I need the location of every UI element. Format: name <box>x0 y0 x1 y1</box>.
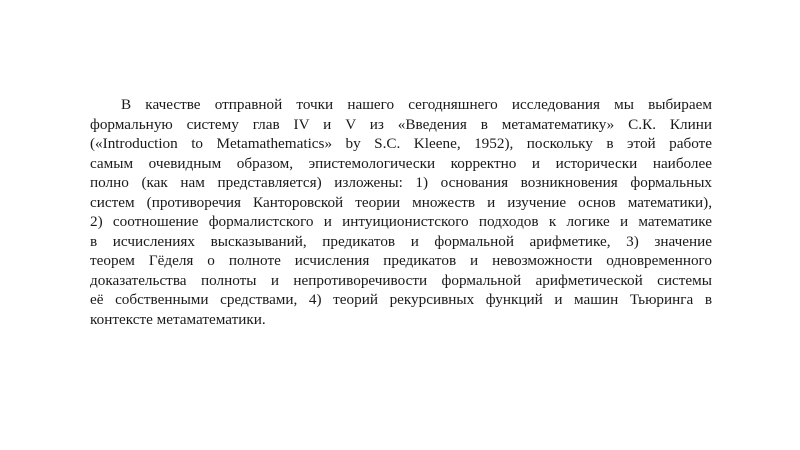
paragraph-line-8: в исчислениях высказываний, предикатов и формальной арифметике, 3) значение <box>90 232 712 250</box>
paragraph-line-5: полно (как нам представляется) изложены: 1) основания возникновения формальных <box>90 174 712 191</box>
paragraph-line-7: 2) соотношение формалистского и интуиционистского подходов к логике и математике <box>90 213 712 230</box>
paragraph-line-2: формальную систему глав IV и V из «Введения в метаматематику» С.К. Клини <box>90 115 712 133</box>
paragraph-line-9: теорем Гёделя о полноте исчисления предикатов и невозможности одновременного <box>90 252 712 269</box>
paragraph-line-4: самым очевидным образом, эпистемологически корректно и исторически наиболее <box>90 154 712 172</box>
paragraph-line-1: В качестве отправной точки нашего сегодняшнего исследования мы выбираем <box>121 96 712 113</box>
paragraph-line-12: контексте метаматематики. <box>90 310 266 328</box>
paragraph-line-10: доказательства полноты и непротиворечивости формальной арифметической системы <box>90 271 712 289</box>
paragraph-line-6: систем (противоречия Канторовской теории множеств и изучение основ математики), <box>90 193 712 211</box>
paragraph <box>90 95 712 329</box>
paragraph-line-11: её собственными средствами, 4) теорий рекурсивных функций и машин Тьюринга в <box>90 291 712 308</box>
paragraph-line-3: («Introduction to Metamathematics» by S.C. Kleene, 1952), поскольку в этой работе <box>90 135 712 152</box>
